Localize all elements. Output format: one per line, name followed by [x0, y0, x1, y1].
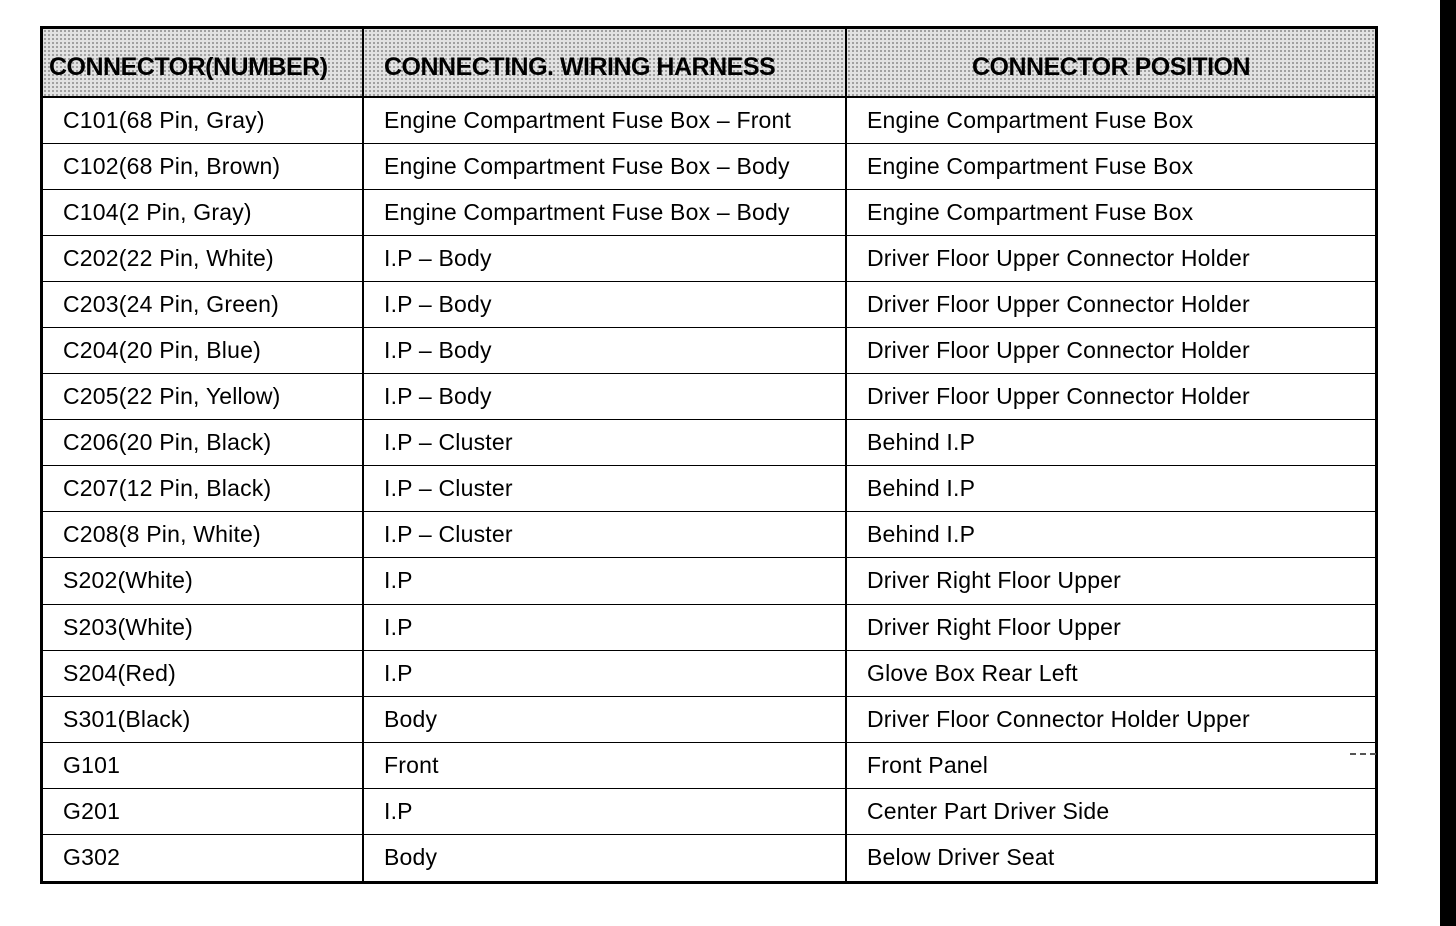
header-wiring-harness: CONNECTING. WIRING HARNESS	[363, 29, 846, 97]
table-body	[43, 97, 1375, 881]
wiring-harness-cell: I.P	[363, 650, 846, 696]
wiring-harness-cell: I.P – Body	[363, 281, 846, 327]
connector-number-cell: S204(Red)	[43, 650, 363, 696]
connector-number-cell: S202(White)	[43, 558, 363, 604]
connector-position-cell: Engine Compartment Fuse Box	[846, 189, 1375, 235]
connector-number-cell: C208(8 Pin, White)	[43, 512, 363, 558]
connector-number-cell: C204(20 Pin, Blue)	[43, 327, 363, 373]
header-connector-number: CONNECTOR(NUMBER)	[43, 29, 363, 97]
header-row	[43, 29, 1375, 97]
connector-number-cell: C102(68 Pin, Brown)	[43, 143, 363, 189]
table-row	[43, 235, 1375, 281]
connector-number-cell: S301(Black)	[43, 696, 363, 742]
table-row	[43, 788, 1375, 834]
table-row	[43, 558, 1375, 604]
wiring-harness-cell: I.P	[363, 604, 846, 650]
wiring-harness-cell: Engine Compartment Fuse Box – Front	[363, 97, 846, 143]
scan-edge-bar	[1440, 0, 1456, 926]
table-row	[43, 143, 1375, 189]
connector-position-cell: Driver Floor Upper Connector Holder	[846, 327, 1375, 373]
wiring-harness-cell: I.P – Cluster	[363, 512, 846, 558]
table-row	[43, 466, 1375, 512]
table-row	[43, 604, 1375, 650]
table-row	[43, 742, 1375, 788]
table-row	[43, 696, 1375, 742]
table-row	[43, 374, 1375, 420]
wiring-harness-cell: Engine Compartment Fuse Box – Body	[363, 189, 846, 235]
connector-number-cell: G201	[43, 788, 363, 834]
connector-table-frame	[40, 26, 1378, 884]
table-row	[43, 835, 1375, 881]
table-row	[43, 97, 1375, 143]
wiring-harness-cell: I.P – Cluster	[363, 466, 846, 512]
wiring-harness-cell: Front	[363, 742, 846, 788]
table-row	[43, 420, 1375, 466]
table-row	[43, 327, 1375, 373]
connector-number-cell: C206(20 Pin, Black)	[43, 420, 363, 466]
connector-number-cell: G101	[43, 742, 363, 788]
connector-position-cell: Front Panel	[846, 742, 1375, 788]
connector-position-cell: Driver Right Floor Upper	[846, 558, 1375, 604]
connector-number-cell: C203(24 Pin, Green)	[43, 281, 363, 327]
table-row	[43, 281, 1375, 327]
scan-artifact-dash	[1350, 753, 1376, 755]
connector-position-cell: Glove Box Rear Left	[846, 650, 1375, 696]
connector-position-cell: Driver Right Floor Upper	[846, 604, 1375, 650]
wiring-harness-cell: I.P	[363, 788, 846, 834]
table-row	[43, 189, 1375, 235]
wiring-harness-cell: I.P – Body	[363, 235, 846, 281]
wiring-harness-cell: Body	[363, 696, 846, 742]
wiring-harness-cell: Body	[363, 835, 846, 881]
connector-number-cell: C205(22 Pin, Yellow)	[43, 374, 363, 420]
connector-number-cell: C101(68 Pin, Gray)	[43, 97, 363, 143]
connector-table	[43, 29, 1375, 881]
wiring-harness-cell: I.P – Body	[363, 374, 846, 420]
header-connector-position: CONNECTOR POSITION	[846, 29, 1375, 97]
connector-number-cell: C207(12 Pin, Black)	[43, 466, 363, 512]
connector-position-cell: Driver Floor Connector Holder Upper	[846, 696, 1375, 742]
connector-position-cell: Driver Floor Upper Connector Holder	[846, 374, 1375, 420]
wiring-harness-cell: I.P	[363, 558, 846, 604]
connector-position-cell: Driver Floor Upper Connector Holder	[846, 235, 1375, 281]
connector-position-cell: Engine Compartment Fuse Box	[846, 97, 1375, 143]
wiring-harness-cell: I.P – Cluster	[363, 420, 846, 466]
connector-position-cell: Below Driver Seat	[867, 844, 1055, 871]
connector-number-cell: S203(White)	[43, 604, 363, 650]
connector-position-cell: Center Part Driver Side	[846, 788, 1375, 834]
table-row	[43, 512, 1375, 558]
wiring-harness-cell: I.P – Body	[363, 327, 846, 373]
connector-position-cell: Behind I.P	[846, 466, 1375, 512]
connector-number-cell: C104(2 Pin, Gray)	[43, 189, 363, 235]
connector-position-cell: Behind I.P	[846, 512, 1375, 558]
connector-number-cell: G302	[43, 835, 363, 881]
connector-position-cell: Engine Compartment Fuse Box	[846, 143, 1375, 189]
connector-position-cell: Behind I.P	[846, 420, 1375, 466]
connector-number-cell: C202(22 Pin, White)	[43, 235, 363, 281]
table-row	[43, 650, 1375, 696]
connector-position-cell: Driver Floor Upper Connector Holder	[846, 281, 1375, 327]
wiring-harness-cell: Engine Compartment Fuse Box – Body	[363, 143, 846, 189]
